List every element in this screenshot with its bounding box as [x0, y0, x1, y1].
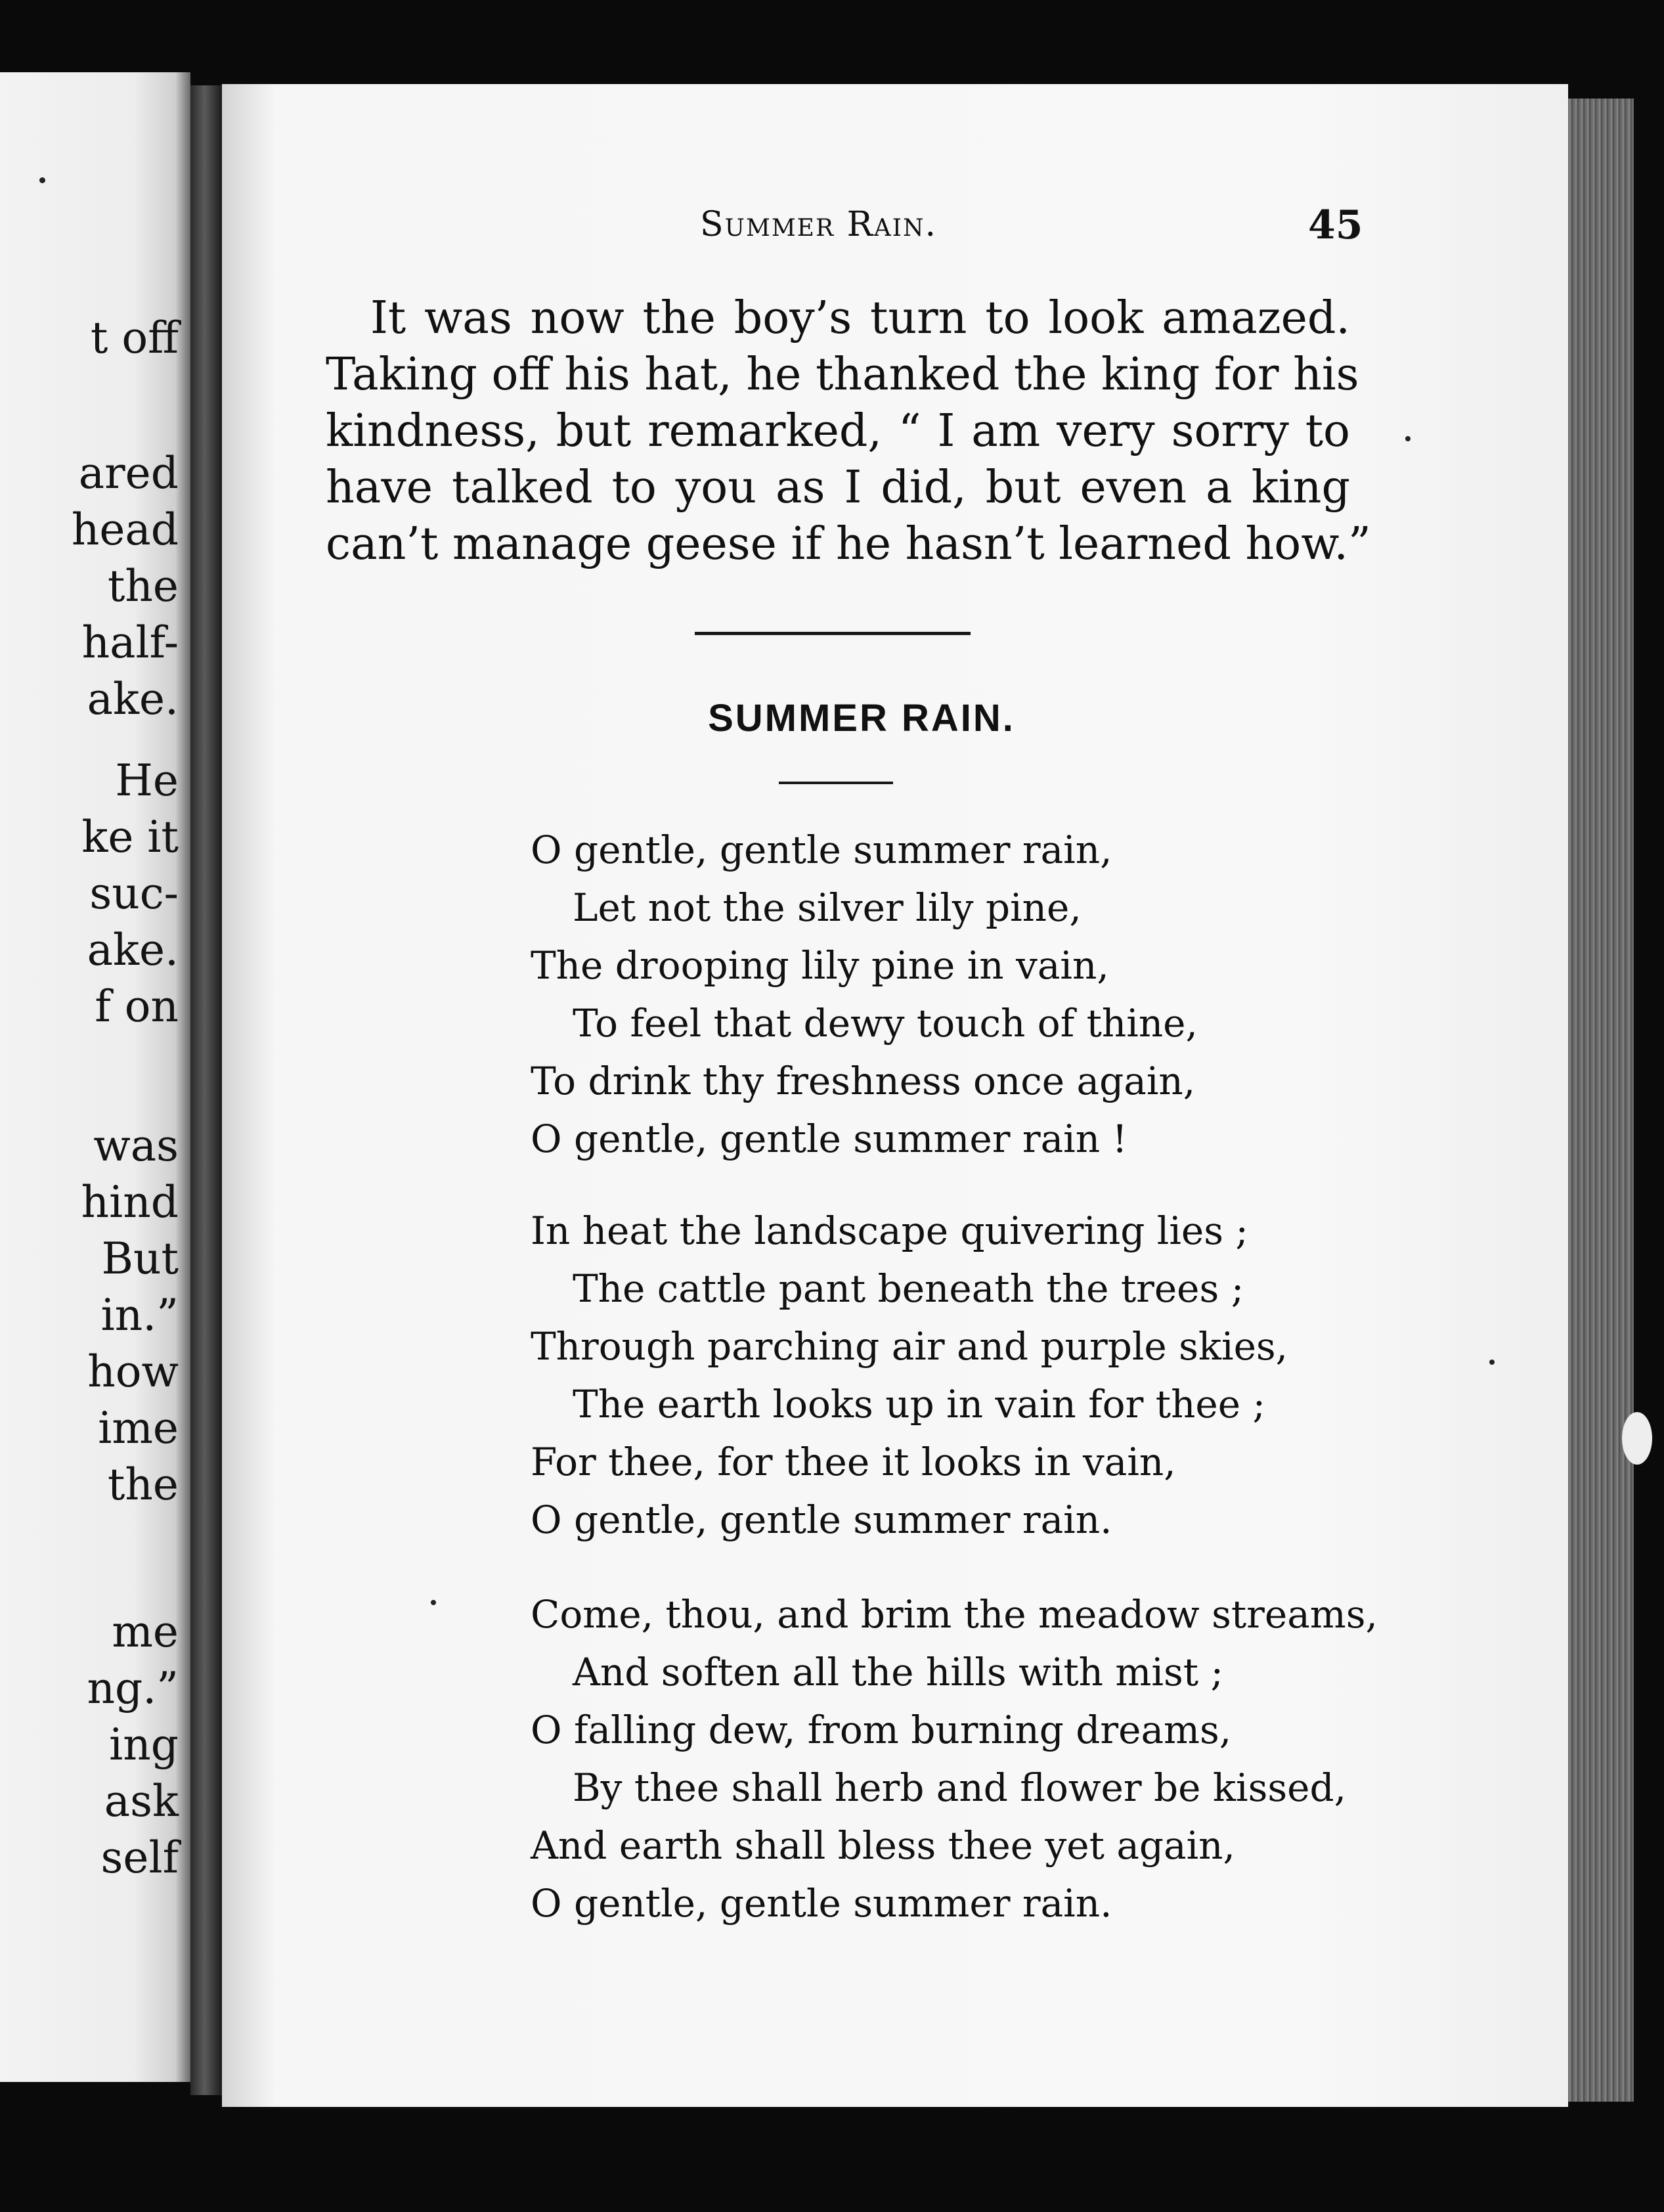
left-page-fragment: ing	[109, 1719, 179, 1770]
poem-line: O gentle, gentle summer rain,	[531, 828, 1112, 872]
left-page-fragment: ask	[104, 1776, 179, 1826]
poem-line: In heat the landscape quivering lies ;	[531, 1208, 1248, 1253]
poem-line: Through parching air and purple skies,	[531, 1324, 1288, 1369]
left-page-fragment: f on	[95, 981, 179, 1032]
stanza	[531, 1202, 1288, 1549]
stanza	[531, 1585, 1378, 1932]
poem-line: And earth shall bless thee yet again,	[531, 1823, 1235, 1868]
ink-speck	[1489, 1360, 1495, 1365]
paper-damage-speck	[1622, 1412, 1652, 1465]
left-page-fragment: in.”	[100, 1290, 179, 1340]
left-page-fragment: t off	[90, 313, 179, 363]
poem-line: To feel that dewy touch of thine,	[573, 1001, 1198, 1046]
ink-speck	[431, 1600, 436, 1605]
left-page-fragment: hind	[81, 1177, 179, 1228]
poem-line: O gentle, gentle summer rain !	[531, 1117, 1128, 1161]
left-page-fragment: how	[87, 1346, 179, 1397]
page-number: 45	[1308, 202, 1363, 248]
left-page-fragment: was	[93, 1120, 179, 1171]
running-head: Summer Rain.	[700, 205, 937, 244]
left-page-fragment: the	[107, 561, 179, 611]
left-page-fragment: He	[115, 755, 179, 806]
poem-line: To drink thy freshness once again,	[531, 1059, 1196, 1103]
poem-line: O gentle, gentle summer rain.	[531, 1881, 1112, 1926]
left-page-fragment: ime	[98, 1403, 179, 1453]
section-divider	[695, 632, 971, 635]
previous-page	[0, 72, 190, 2082]
poem-line: By thee shall herb and flower be kissed,	[573, 1765, 1347, 1810]
left-page-fragment: self	[100, 1832, 179, 1883]
ink-speck	[1405, 436, 1411, 441]
left-page-fragment: But	[101, 1233, 179, 1284]
left-page-fragment: suc-	[89, 868, 179, 919]
left-page-fragment: ke it	[81, 812, 179, 862]
poem-line: And soften all the hills with mist ;	[573, 1650, 1224, 1694]
poem-line: For thee, for thee it looks in vain,	[531, 1440, 1176, 1484]
poem-line: The earth looks up in vain for thee ;	[573, 1382, 1266, 1427]
prose-line: have talked to you as I did, but even a king	[326, 462, 1350, 514]
left-page-fragment: half-	[81, 617, 179, 668]
stanza	[531, 821, 1198, 1168]
prose-line: It was now the boy’s turn to look amazed.	[370, 292, 1350, 344]
poem-title: SUMMER RAIN.	[708, 697, 1015, 740]
left-page-fragment: ake.	[87, 674, 179, 724]
poem-line: O gentle, gentle summer rain.	[531, 1497, 1112, 1542]
poem-line: The drooping lily pine in vain,	[531, 943, 1109, 988]
prose-line: Taking off his hat, he thanked the king for his	[326, 349, 1359, 401]
poem-line: O falling dew, from burning dreams,	[531, 1708, 1232, 1752]
ink-speck	[39, 177, 45, 183]
left-page-fragment: head	[71, 504, 179, 555]
poem-line: The cattle pant beneath the trees ;	[573, 1266, 1244, 1311]
title-underline	[779, 782, 893, 784]
left-page-fragment: the	[107, 1459, 179, 1510]
poem-line: Come, thou, and brim the meadow streams,	[531, 1592, 1378, 1637]
prose-paragraph	[326, 290, 1371, 573]
left-page-fragment: me	[112, 1606, 179, 1657]
left-page-fragment: ared	[78, 448, 179, 498]
poem-line: Let not the silver lily pine,	[573, 885, 1082, 930]
left-page-fragment: ng.”	[87, 1663, 179, 1714]
page-edge	[1568, 99, 1634, 2102]
prose-line: can’t manage geese if he hasn’t learned how.”	[326, 518, 1371, 570]
prose-line: kindness, but remarked, “ I am very sorry to	[326, 405, 1350, 457]
book-gutter	[190, 85, 222, 2095]
left-page-fragment: ake.	[87, 925, 179, 975]
